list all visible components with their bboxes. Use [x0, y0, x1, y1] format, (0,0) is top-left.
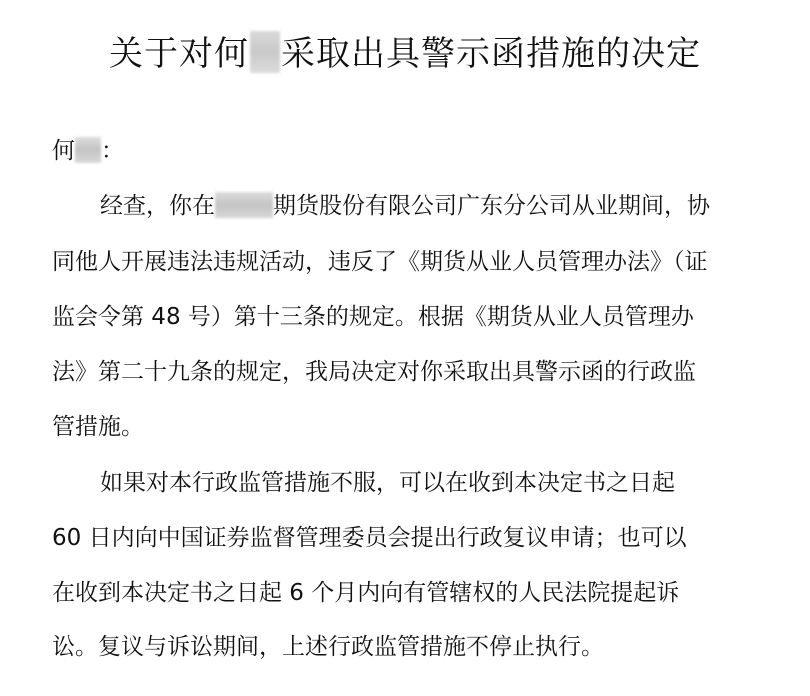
title-text-end: 采取出具警示函措施的决定 — [281, 34, 701, 74]
paragraph-line: 监会令第 48 号）第十三条的规定。根据《期货从业人员管理办 — [52, 304, 694, 330]
salutation-name: 何 — [52, 138, 75, 164]
salutation — [52, 136, 762, 166]
paragraph-line: 如果对本行政监管措施不服，可以在收到本决定书之日起 — [100, 470, 675, 496]
document-title — [0, 30, 810, 78]
redacted-name-block — [250, 31, 280, 73]
paragraph-line — [100, 191, 762, 221]
paragraph-text: 期货股份有限公司广东分公司从业期间，协 — [273, 193, 710, 219]
redacted-company-block — [215, 192, 273, 218]
paragraph-text: 经查，你在 — [100, 193, 215, 219]
paragraph-line: 法》第二十九条的规定，我局决定对你采取出具警示函的行政监 — [52, 359, 696, 385]
paragraph-line: 管措施。 — [52, 414, 144, 440]
title-text-start: 关于对何 — [109, 34, 249, 74]
salutation-colon: ： — [101, 138, 124, 164]
paragraph-line: 在收到本决定书之日起 6 个月内向有管辖权的人民法院提起诉 — [52, 580, 680, 606]
paragraph-line: 60 日内向中国证券监督管理委员会提出行政复议申请；也可以 — [52, 525, 687, 551]
redacted-name-block — [75, 137, 101, 163]
paragraph-line: 同他人开展违法违规活动，违反了《期货从业人员管理办法》（证 — [52, 249, 708, 275]
paragraph-line: 讼。复议与诉讼期间，上述行政监管措施不停止执行。 — [52, 634, 604, 660]
